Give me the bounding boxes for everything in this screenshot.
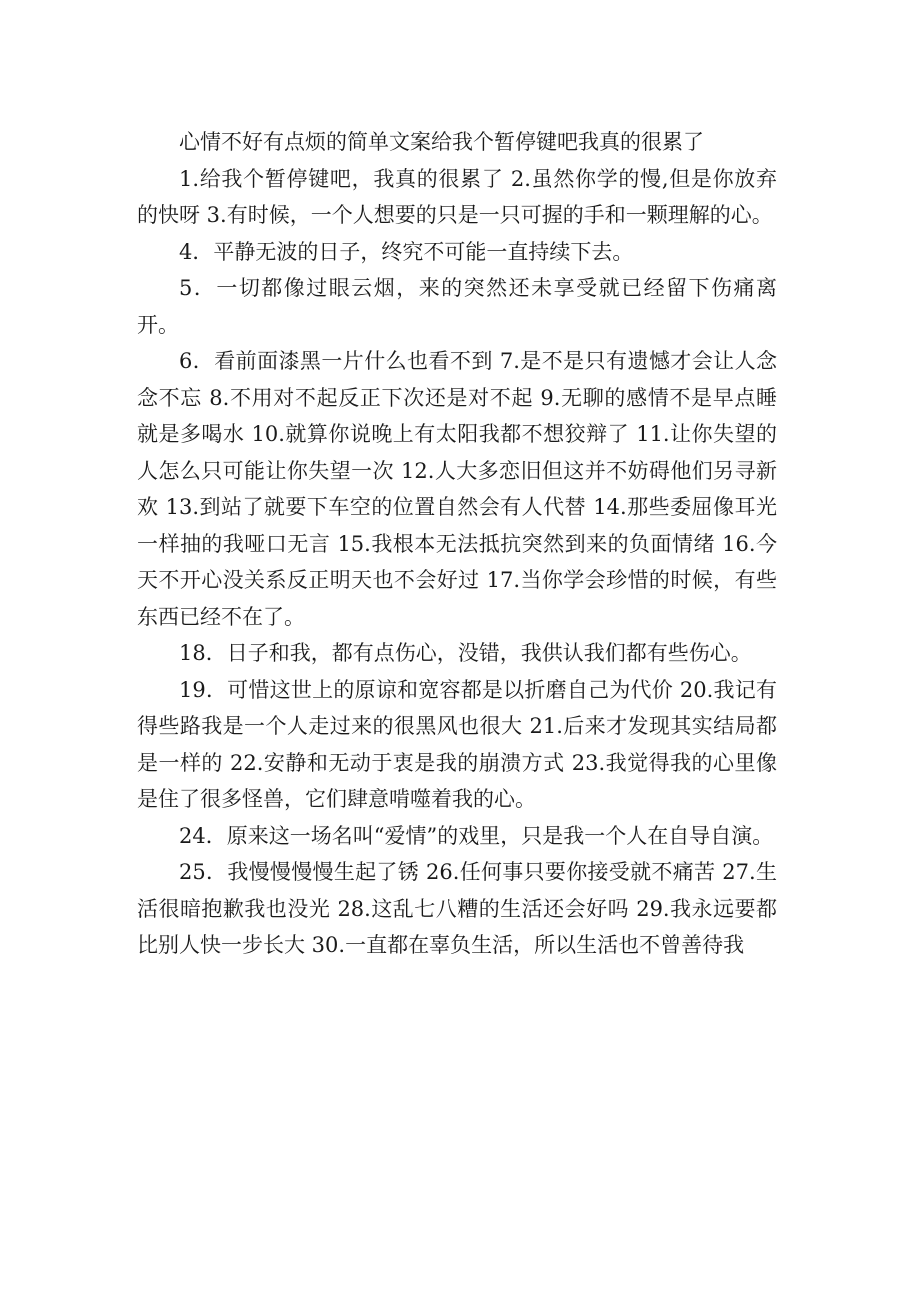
paragraph: 25．我慢慢慢慢生起了锈 26.任何事只要你接受就不痛苦 27.生活很暗抱歉我也没光 28.这乱七八糟的生活还会好吗 29.我永远要都比别人快一步长大 30.一直都在辜负生活，所以生活也不曾善待我 <box>137 860 777 957</box>
paragraph: 24．原来这一场名叫“爱情”的戏里，只是我一个人在自导自演。 <box>179 823 774 848</box>
paragraph: 4．平静无波的日子，终究不可能一直持续下去。 <box>179 239 634 264</box>
document-title: 心情不好有点烦的简单文案给我个暂停键吧我真的很累了 <box>179 130 704 154</box>
paragraph: 18．日子和我，都有点伤心，没错，我供认我们都有些伤心。 <box>179 641 752 665</box>
document-body <box>137 124 777 964</box>
paragraph: 1.给我个暂停键吧，我真的很累了 2.虽然你学的慢,但是你放弃的快呀 3.有时候，一个人想要的只是一只可握的手和一颗理解的心。 <box>137 166 777 227</box>
paragraph: 19．可惜这世上的原谅和宽容都是以折磨自己为代价 20.我记有得些路我是一个人走过来的很黑风也很大 21.后来才发现其实结局都是一样的 22.安静和无动于衷是我的崩溃方式 23.我觉得我的心里像是住了很多怪兽，它们肆意啃噬着我的心。 <box>137 677 777 811</box>
paragraph: 6．看前面漆黑一片什么也看不到 7.是不是只有遗憾才会让人念念不忘 8.不用对不起反正下次还是对不起 9.无聊的感情不是早点睡就是多喝水 10.就算你说晚上有太阳我都不想狡辩了 11.让你失望的人怎么只可能让你失望一次 12.人大多恋旧但这并不妨碍他们另寻新欢 13.到站了就要下车空的位置自然会有人代替 14.那些委屈像耳光一样抽的我哑口无言 15.我根本无法抵抗突然到来的负面情绪 16.今天不开心没关系反正明天也不会好过 17.当你学会珍惜的时候，有些东西已经不在了。 <box>137 349 777 629</box>
paragraph: 5．一切都像过眼云烟，来的突然还未享受就已经留下伤痛离开。 <box>137 276 777 337</box>
